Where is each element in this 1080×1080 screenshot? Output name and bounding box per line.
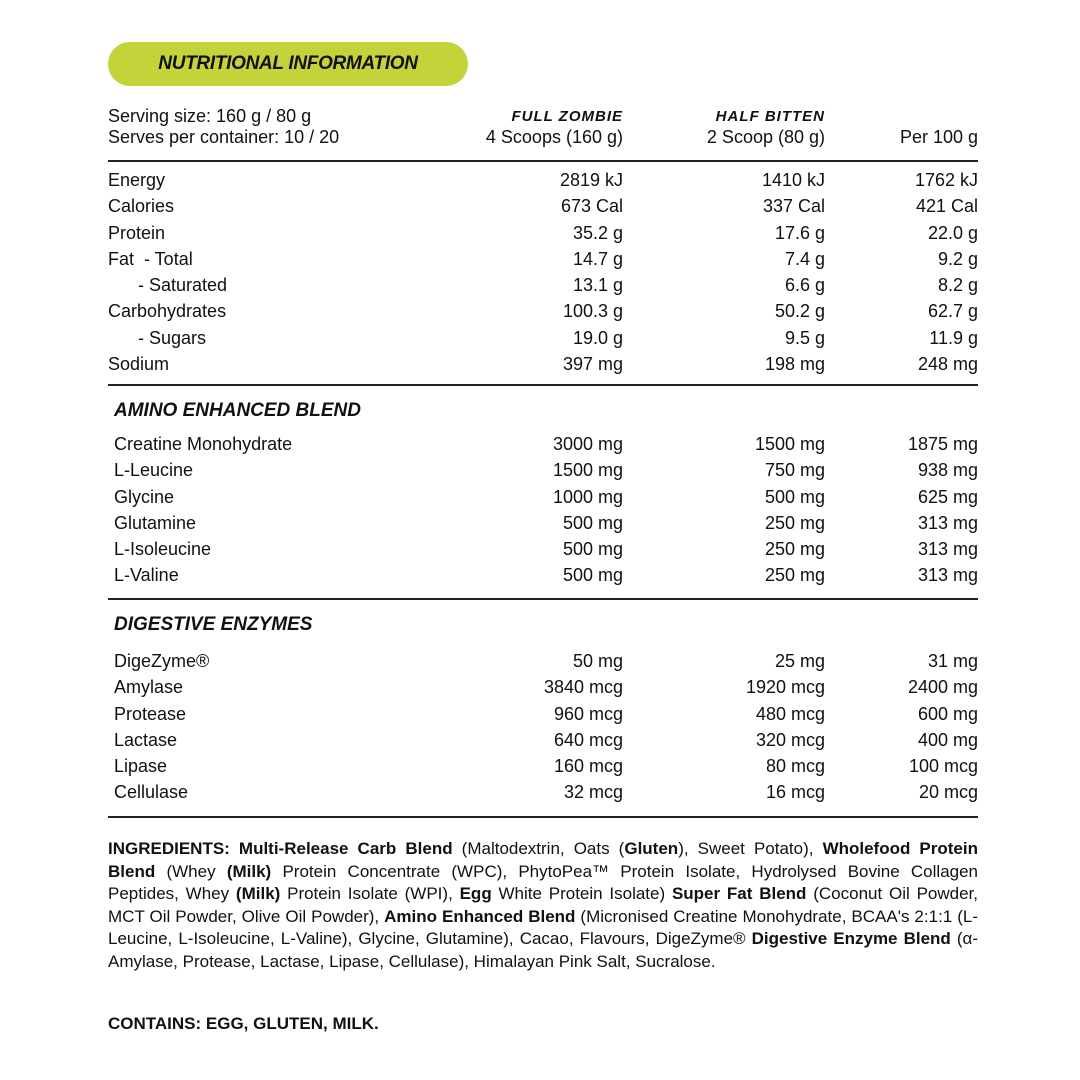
row-value: 640 mcg: [553, 729, 623, 750]
table-row: [108, 193, 978, 219]
table-row: [108, 220, 978, 246]
divider: [108, 598, 978, 600]
table-row: [108, 298, 978, 324]
row-label: Glycine: [114, 486, 175, 507]
row-value: 31 mg: [927, 651, 978, 671]
allergen-statement: CONTAINS: EGG, GLUTEN, MILK.: [108, 1014, 379, 1033]
ingredient-bold-segment: Super Fat Blend: [671, 884, 807, 903]
row-value: 100.3 g: [562, 301, 623, 322]
amino-table: [108, 431, 978, 589]
amino-section-title: AMINO ENHANCED BLEND: [114, 400, 361, 421]
row-label: Carbohydrates: [108, 301, 227, 322]
serving-header: [108, 106, 978, 156]
table-row: [108, 484, 978, 510]
table-row: [108, 562, 978, 588]
table-row: [108, 648, 978, 674]
ingredient-segment: (Maltodextrin, Oats (: [452, 839, 625, 858]
table-row: [108, 510, 978, 536]
row-value: 9.5 g: [784, 327, 825, 348]
column-label: Per 100 g: [899, 127, 978, 147]
ingredient-segment: (Coconut Oil Powder, MCT Oil Powder, Olive Oil Powder),: [108, 884, 978, 926]
row-label: L-Valine: [114, 565, 179, 586]
column-brand: [828, 106, 978, 127]
table-row: [108, 779, 978, 805]
ingredient-segment: Protein Isolate (WPI),: [280, 884, 460, 903]
row-value: 750 mg: [764, 460, 825, 481]
row-label: Sodium: [108, 354, 170, 375]
row-label: Calories: [108, 196, 175, 217]
table-row: [108, 536, 978, 562]
table-row: [108, 674, 978, 700]
row-value: 3840 mcg: [543, 677, 623, 698]
row-label: Fat - Total: [108, 248, 193, 269]
row-value: 673 Cal: [560, 196, 623, 217]
row-value: 80 mcg: [765, 756, 825, 777]
row-value: 7.4 g: [784, 248, 825, 269]
row-value: 938 mg: [917, 460, 978, 481]
row-value: 20 mcg: [918, 782, 978, 803]
row-label: DigeZyme®: [114, 651, 210, 671]
row-value: 8.2 g: [937, 275, 978, 296]
ingredient-bold-segment: Multi-Release Carb Blend: [238, 839, 453, 858]
ingredient-bold-segment: (Milk): [235, 884, 281, 903]
nutrition-table: [108, 167, 978, 377]
table-row: [108, 431, 978, 457]
row-value: 500 mg: [764, 486, 825, 507]
divider: [108, 816, 978, 818]
row-value: 500 mg: [562, 565, 623, 586]
row-value: 16 mcg: [765, 782, 825, 803]
row-value: 62.7 g: [927, 301, 978, 322]
row-value: 100 mcg: [908, 756, 978, 777]
ingredient-segment: (α-Amylase, Protease, Lactase, Lipase, Cellulase), Himalayan Pink Salt, Sucralose.: [108, 929, 978, 971]
row-value: 19.0 g: [572, 327, 623, 348]
ingredient-segment: ), Sweet Potato),: [678, 839, 823, 858]
row-value: 313 mg: [917, 539, 978, 560]
table-row: [108, 351, 978, 377]
row-value: 35.2 g: [572, 222, 623, 243]
ingredient-bold-segment: (Milk): [226, 861, 272, 881]
row-value: 17.6 g: [774, 222, 825, 243]
row-label: Protease: [114, 703, 187, 724]
table-row: [108, 727, 978, 753]
row-value: 198 mg: [764, 354, 825, 375]
table-row: [108, 457, 978, 483]
row-label: Amylase: [114, 677, 184, 698]
enzymes-section-title: DIGESTIVE ENZYMES: [114, 614, 313, 635]
row-label: Cellulase: [114, 782, 189, 803]
enzymes-table: [108, 648, 978, 806]
row-value: 3000 mg: [552, 434, 623, 454]
row-value: 2400 mg: [907, 677, 978, 698]
row-value: 1410 kJ: [761, 170, 825, 190]
row-value: 960 mcg: [553, 703, 623, 724]
row-label: - Saturated: [108, 275, 228, 296]
serves-per-container: Serves per container: 10 / 20: [108, 127, 340, 147]
row-value: 313 mg: [917, 512, 978, 533]
row-value: 160 mcg: [553, 756, 623, 777]
column-header-full-zombie: [438, 106, 623, 148]
ingredient-segment: White Protein Isolate): [491, 884, 672, 903]
row-value: 480 mcg: [755, 703, 825, 724]
row-label: Energy: [108, 170, 166, 190]
row-value: 13.1 g: [572, 275, 623, 296]
ingredient-bold-segment: Wholefood Protein Blend: [108, 839, 978, 881]
row-value: 1000 mg: [552, 486, 623, 507]
table-row: [108, 701, 978, 727]
row-value: 248 mg: [917, 354, 978, 375]
table-row: [108, 246, 978, 272]
row-value: 1762 kJ: [914, 170, 978, 190]
row-label: Glutamine: [114, 512, 197, 533]
divider: [108, 160, 978, 162]
row-value: 22.0 g: [927, 222, 978, 243]
column-brand: HALF BITTEN: [715, 108, 825, 125]
row-value: 1500 mg: [552, 460, 623, 481]
row-value: 313 mg: [917, 565, 978, 586]
row-label: Creatine Monohydrate: [114, 434, 293, 454]
row-value: 397 mg: [562, 354, 623, 375]
row-value: 250 mg: [764, 565, 825, 586]
row-value: 25 mg: [774, 651, 825, 671]
row-value: 6.6 g: [784, 275, 825, 296]
serving-info: [108, 106, 339, 148]
row-value: 337 Cal: [762, 196, 825, 217]
ingredients-text: [108, 838, 978, 973]
divider: [108, 384, 978, 386]
column-label: 2 Scoop (80 g): [706, 127, 825, 147]
row-value: 250 mg: [764, 512, 825, 533]
ingredient-bold-segment: Amino Enhanced Blend: [384, 906, 576, 926]
row-value: 50 mg: [572, 651, 623, 671]
column-label: 4 Scoops (160 g): [485, 127, 623, 147]
row-label: Lactase: [114, 729, 178, 750]
ingredient-segment: Protein Concentrate (WPC), PhytoPea™ Protein Isolate, Hydrolysed Bovine Collagen Peptides, Whey: [108, 861, 979, 903]
column-header-per-100g: [828, 106, 978, 148]
row-value: 400 mg: [917, 729, 978, 750]
row-value: 600 mg: [917, 703, 978, 724]
ingredient-segment: (Whey: [155, 861, 227, 881]
row-value: 421 Cal: [915, 196, 978, 217]
row-value: 2819 kJ: [559, 170, 623, 190]
row-value: 11.9 g: [929, 327, 978, 348]
serving-size: Serving size: 160 g / 80 g: [108, 106, 312, 126]
row-value: 1500 mg: [754, 434, 825, 454]
row-value: 32 mcg: [563, 782, 623, 803]
ingredient-bold-segment: Digestive Enzyme Blend: [751, 929, 951, 948]
badge-label: NUTRITIONAL INFORMATION: [158, 53, 418, 74]
column-brand: FULL ZOMBIE: [511, 108, 623, 125]
table-row: [108, 325, 978, 351]
row-label: - Sugars: [108, 327, 207, 348]
row-label: Lipase: [114, 756, 168, 777]
row-value: 500 mg: [562, 512, 623, 533]
row-label: Protein: [108, 222, 166, 243]
row-label: L-Isoleucine: [114, 539, 212, 560]
ingredient-segment: (Micronised Creatine Monohydrate, BCAA's 2:1:1 (L-Leucine, L-Isoleucine, L-Valine), Glycine, Glutamine), Cacao, Flavours, DigeZyme®: [108, 906, 978, 948]
table-row: [108, 167, 978, 193]
row-value: 14.7 g: [572, 248, 623, 269]
row-value: 1920 mcg: [745, 677, 825, 698]
row-value: 1875 mg: [907, 434, 978, 454]
ingredient-bold-segment: Gluten: [624, 839, 679, 858]
row-label: L-Leucine: [114, 460, 194, 481]
row-value: 9.2 g: [937, 248, 978, 269]
ingredient-bold-segment: Egg: [459, 884, 492, 903]
row-value: 625 mg: [917, 486, 978, 507]
row-value: 50.2 g: [774, 301, 825, 322]
table-row: [108, 753, 978, 779]
row-value: 320 mcg: [755, 729, 825, 750]
row-value: 250 mg: [764, 539, 825, 560]
ingredient-bold-segment: INGREDIENTS:: [108, 839, 239, 858]
row-value: 500 mg: [562, 539, 623, 560]
column-header-half-bitten: [638, 106, 825, 148]
table-row: [108, 272, 978, 298]
nutritional-information-badge: [108, 42, 468, 86]
